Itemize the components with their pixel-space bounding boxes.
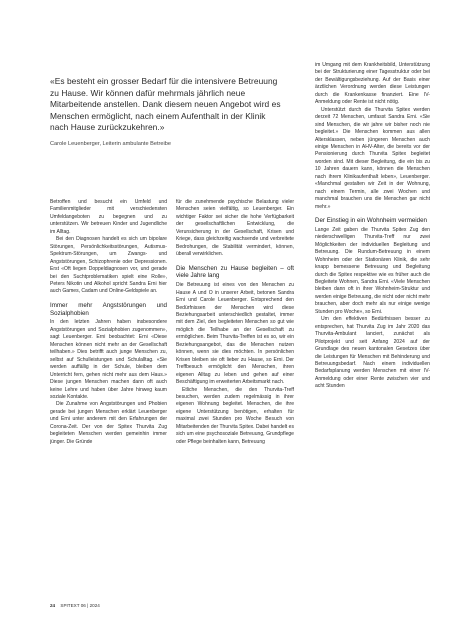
paragraph: im Umgang mit dem Krankheitsbild, Unterstützung bei der Strukturierung einer Tagesstruktur oder bei der Bewältigungsbeziehung. Auf der Basis einer ärztlichen Verordnung werden diese Leistungen durch die Krankenkasse finanziert. Eine IV-Anmeldung oder Rente ist nicht nötig. [315,62,430,106]
issue-label: SPITEXT 06 | 2024 [60,603,100,608]
paragraph: Betroffen und besucht ein Umfeld und Familienmitglieder mit verschiedensten Umfeldangeboten zu begegnen und zu unterstützen. Wir betreuen Kinder und Jugendliche im Alltag. [50,199,167,235]
section-heading: Der Einstieg in ein Wohnheim vermeiden [315,217,428,225]
article-column-2 [176,199,294,579]
paragraph: Lange Zeit gaben die Thurvita Spitex Zug den niederschwelligen Thurvita-Treff nur zwei Möglichkeiten der individuellen Begleitung und Betreuung. Die Rundum-Betreuung in einem Wohnheim oder der Stationären Klinik, die sehr knapp bemessene Betreuung und Begleitung durch die Spitex respektive wie es früher auch die Begleitete Wohnen, Sandra Erni. «Viele Menschen bleiben dann oft in ihrer Wohnheim-Struktur und werden einige Betreuung, die nicht oder nicht mehr brauchen, aber doch mehr als nur einige wenige Stunden pro Woche», so Erni. [315,226,430,315]
pull-quote-text: «Es besteht ein grosser Bedarf für die intensivere Betreuung zu Hause. Wir können dafür mehrmals jährlich neue Mitarbeitende anstellen. Dank diesem neuen Angebot wird es Menschen ermöglicht, nach einem Aufenthalt in der Klinik nach Hause zurückzukehren.» [50,76,281,133]
paragraph: Bei den Diagnosen handelt es sich um bipolare Störungen, Persönlichkeitsstörungen, Autismus-Spektrum-Störungen, um Zwangs- und Angststörungen, Schizophrenie oder Depressionen. Erst «Oft liegen Doppeldiagnosen vor, und gerade bei den Suchtproblematiken spielt eine Rolle», Peters Nikotin und Alkohol spricht Sandra Erni hier auch Games, Cadam und Online-Geldspiele an. [50,236,167,295]
article-column-3 [315,62,430,578]
section-heading: Immer mehr Angststörungen und Sozialphobien [50,301,167,317]
section-heading: Die Menschen zu Hause begleiten – oft viele Jahre lang [176,264,294,280]
paragraph: In den letzten Jahren haben insbesondere Angststörungen und Sozialphobien zugenommen», sagt Leuenberger. Erni beobachtet: Erni «Diese Menschen können nicht mehr an der Gesellschaft teilhaben.» Dies betrifft auch junge Menschen zu, selbst auf Schulleistungen und Schulalltag. «Sie werden auffällig in der Schule, bleiben dem Unterricht fern, gehen nicht mehr aus dem Haus.» Diese jungen Menschen machen dann oft auch keine Lehre und haben über Jahre hinweg kaum soziale Kontakte. [50,319,167,401]
paragraph: Unterstützt durch die Thurvita Spitex werden derzeit 72 Menschen, umfasst Sandra Erni. «Sie sind Menschen, die wir jahre wir bisher noch nie begleitet.» Die Menschen kommen aus allen Altersklassen, neben jüngeren Menschen auch einige Menschen in AHV-Alter, die bereits vor der Pensionierung durch Thurvita Spitex begleitet worden sind. Mit dieser Begleitung, die ein bis zu 10 Jahren dauern kann, können die Menschen nach ihrem Klinikaufenthalt leben», Leuenberger. «Manchmal gestalten wir Zeit in der Wohnung, nach einem Termin, alle zwei Wochen und manchmal brauchen uns die Menschen gar nicht mehr.» [315,106,430,210]
pull-quote [50,76,286,147]
article-column-1 [50,199,167,579]
paragraph: Die Zunahme von Angststörungen und Phobien gerade bei jungen Menschen erklärt Leuenberger und Erni unter anderem mit den Erfahrungen der Corona-Zeit. Der von der Spitex Thurvita Zug begleiteten Menschen werden gemeinhin immer jünger. Die Gründe [50,401,167,445]
paragraph: Die Betreuung ist eines von den Menschen zu Hause A und O in unserer Arbeit, betonen Sandra Erni und Carole Leuenberger. Entsprechend den Bedürfnissen der Menschen wird diese Beziehungsarbeit unterschiedlich gestaltet, immer mit dem Ziel, den begleiteten Menschen so gut wie möglich die Teilhabe an der Gesellschaft zu ermöglichen. Beim Thurvita-Treffen ist es so, wir ein Beziehungsangebot, das die Menschen nutzen können, wenn sie dies möchten. In persönlichen Krisen bleiben sie oft lieber zu Hause, so Erni. Der Treffbesuch ermöglicht den Menschen, ihren eigenen Alltag zu leben und gehen auf einer Beschäftigung im erweiterten Arbeitsmarkt nach. [176,282,294,386]
page-number: 24 [50,603,56,608]
paragraph: Etliche Menschen, die den Thurvita-Treff besuchen, werden zudem regelmässig in ihrer eigenen Wohnung begleitet. Menschen, die ihre eigene Unterstützung benötigen, erhalten für maximal zwei Stunden pro Woche Besuch von Mitarbeitenden der Thurvita Spitex. Dabei handelt es sich um eine psychosoziale Betreuung, Grundpflege oder Pflege beinhalten kann, Betreuung [176,386,294,445]
paragraph: Um den effektiven Bedürfnissen besser zu entsprechen, hat Thurvita Zug im Jahr 2020 das Thurvita-Ambulant lanciert, zunächst als Pilotprojekt und seit Anfang 2024 auf der Grundlage des neuen kantonalen Gesetzes über die Leistungen für Menschen mit Behinderung und Betreuungsbedarf. Nach einem individuellen Bedarfsplanung werden Menschen mit einer IV-Anmeldung oder einer Rente zwischen vier und acht Stunden [315,316,430,390]
paragraph: für die zunehmende psychische Belastung vieler Menschen seien vielfältig, so Leuenberger. Ein wichtiger Faktor sei sicher die hohe Verfügbarkeit der gesellschaftlichen Entwicklung, die Verunsicherung in der Gesellschaft, Krisen und Kriege, dass gleichzeitig wachsende und verbreitete Bedrohungen, die Stabilität vermindert, können, überall verwirklichen. [176,199,294,258]
page-footer [50,603,100,608]
pull-quote-author: Carole Leuenberger, Leiterin ambulante Betreibe [50,140,171,147]
